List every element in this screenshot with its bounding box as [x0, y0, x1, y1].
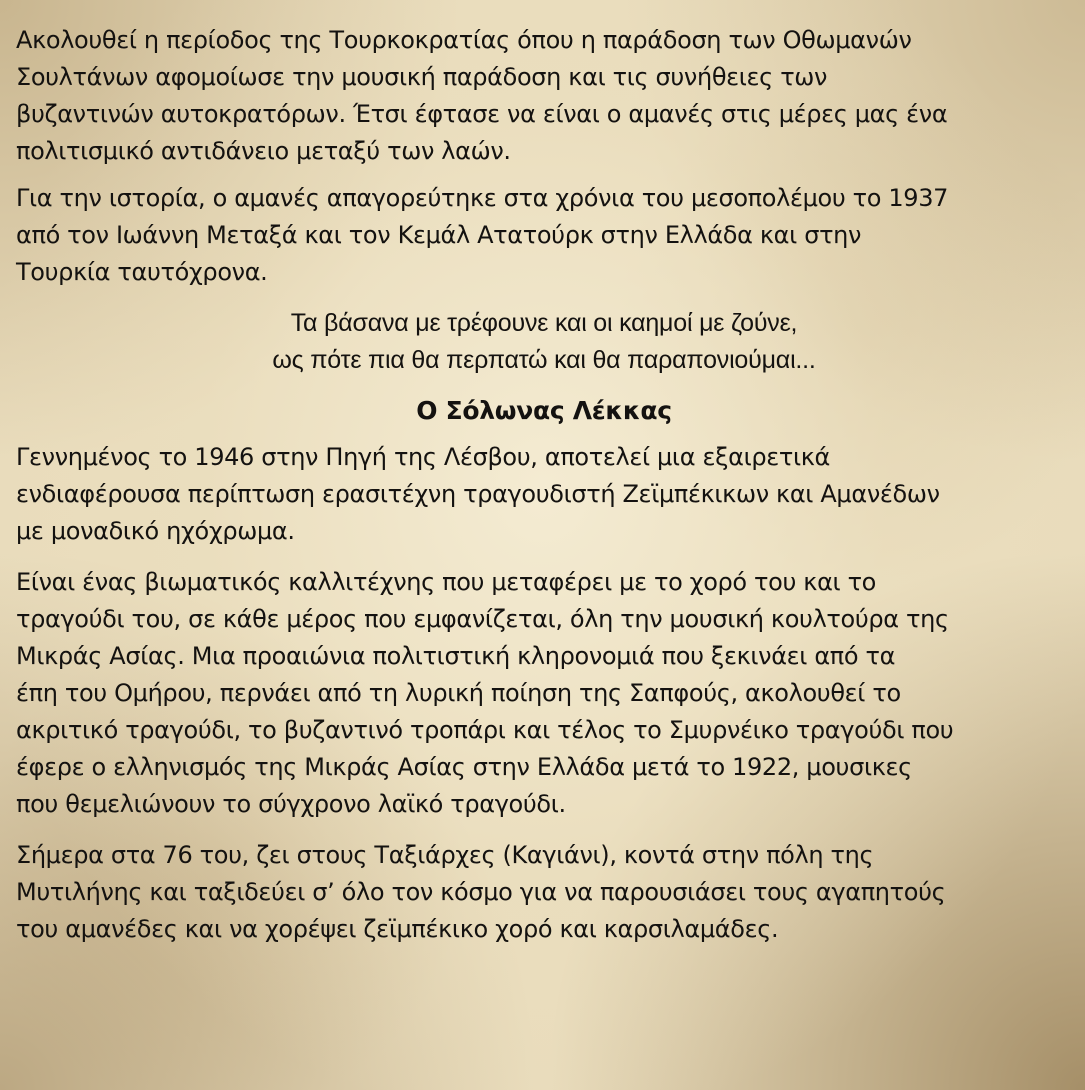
poem-quote	[16, 305, 1072, 379]
text-line: Για την ιστορία, ο αμανές απαγορεύτηκε στα χρόνια του μεσοπολέμου το 1937	[16, 184, 949, 212]
text-line: Ακολουθεί η περίοδος της Τουρκοκρατίας όπου η παράδοση των Οθωμανών	[16, 26, 912, 54]
text-line: ακριτικό τραγούδι, το βυζαντινό τροπάρι και τέλος το Σμυρνέικο τραγούδι που	[16, 716, 954, 744]
paragraph-birth	[16, 439, 1072, 550]
poem-line: ως πότε πια θα περπατώ και θα παραπονιούμαι...	[272, 346, 816, 374]
text-line: ενδιαφέρουσα περίπτωση ερασιτέχνη τραγουδιστή Ζεϊμπέκικων και Αμανέδων	[16, 480, 940, 508]
text-line: Τουρκία ταυτόχρονα.	[16, 258, 268, 286]
text-line: Σήμερα στα 76 του, ζει στους Ταξιάρχες (Καγιάνι), κοντά στην πόλη της	[16, 841, 874, 869]
text-line: βυζαντινών αυτοκρατόρων. Έτσι έφτασε να είναι ο αμανές στις μέρες μας ένα	[16, 100, 948, 128]
text-line: πολιτισμικό αντιδάνειο μεταξύ των λαών.	[16, 137, 511, 165]
text-line: Μυτιλήνης και ταξιδεύει σ’ όλο τον κόσμο για να παρουσιάσει τους αγαπητούς	[16, 878, 946, 906]
text-line: του αμανέδες και να χορέψει ζεϊμπέκικο χορό και καρσιλαμάδες.	[16, 915, 779, 943]
paragraph-today	[16, 837, 1072, 948]
text-line: τραγούδι του, σε κάθε μέρος που εμφανίζεται, όλη την μουσική κουλτούρα της	[16, 605, 949, 633]
text-line: Σουλτάνων αφομοίωσε την μουσική παράδοση και τις συνήθειες των	[16, 63, 828, 91]
text-line: έπη του Ομήρου, περνάει από τη λυρική ποίηση της Σαπφούς, ακολουθεί το	[16, 679, 901, 707]
paragraph-amanes-ban	[16, 180, 1072, 291]
text-line: με μοναδικό ηχόχρωμα.	[16, 517, 295, 545]
text-line: από τον Ιωάννη Μεταξά και τον Κεμάλ Ατατούρκ στην Ελλάδα και στην	[16, 221, 862, 249]
document-body	[16, 22, 1072, 962]
poem-line: Τα βάσανα με τρέφουνε και οι καημοί με ζούνε,	[290, 309, 798, 337]
text-line: Γεννημένος το 1946 στην Πηγή της Λέσβου, αποτελεί μια εξαιρετικά	[16, 443, 830, 471]
text-line: Μικράς Ασίας. Μια προαιώνια πολιτιστική κληρονομιά που ξεκινάει από τα	[16, 642, 896, 670]
section-heading: Ο Σόλωνας Λέκκας	[416, 396, 672, 425]
text-line: που θεμελιώνουν το σύγχρονο λαϊκό τραγούδι.	[16, 790, 566, 818]
paragraph-ottoman-period	[16, 22, 1072, 170]
text-line: έφερε ο ελληνισμός της Μικράς Ασίας στην Ελλάδα μετά το 1922, μουσικες	[16, 753, 912, 781]
text-line: Είναι ένας βιωματικός καλλιτέχνης που μεταφέρει με το χορό του και το	[16, 568, 877, 596]
paragraph-artist	[16, 564, 1072, 823]
